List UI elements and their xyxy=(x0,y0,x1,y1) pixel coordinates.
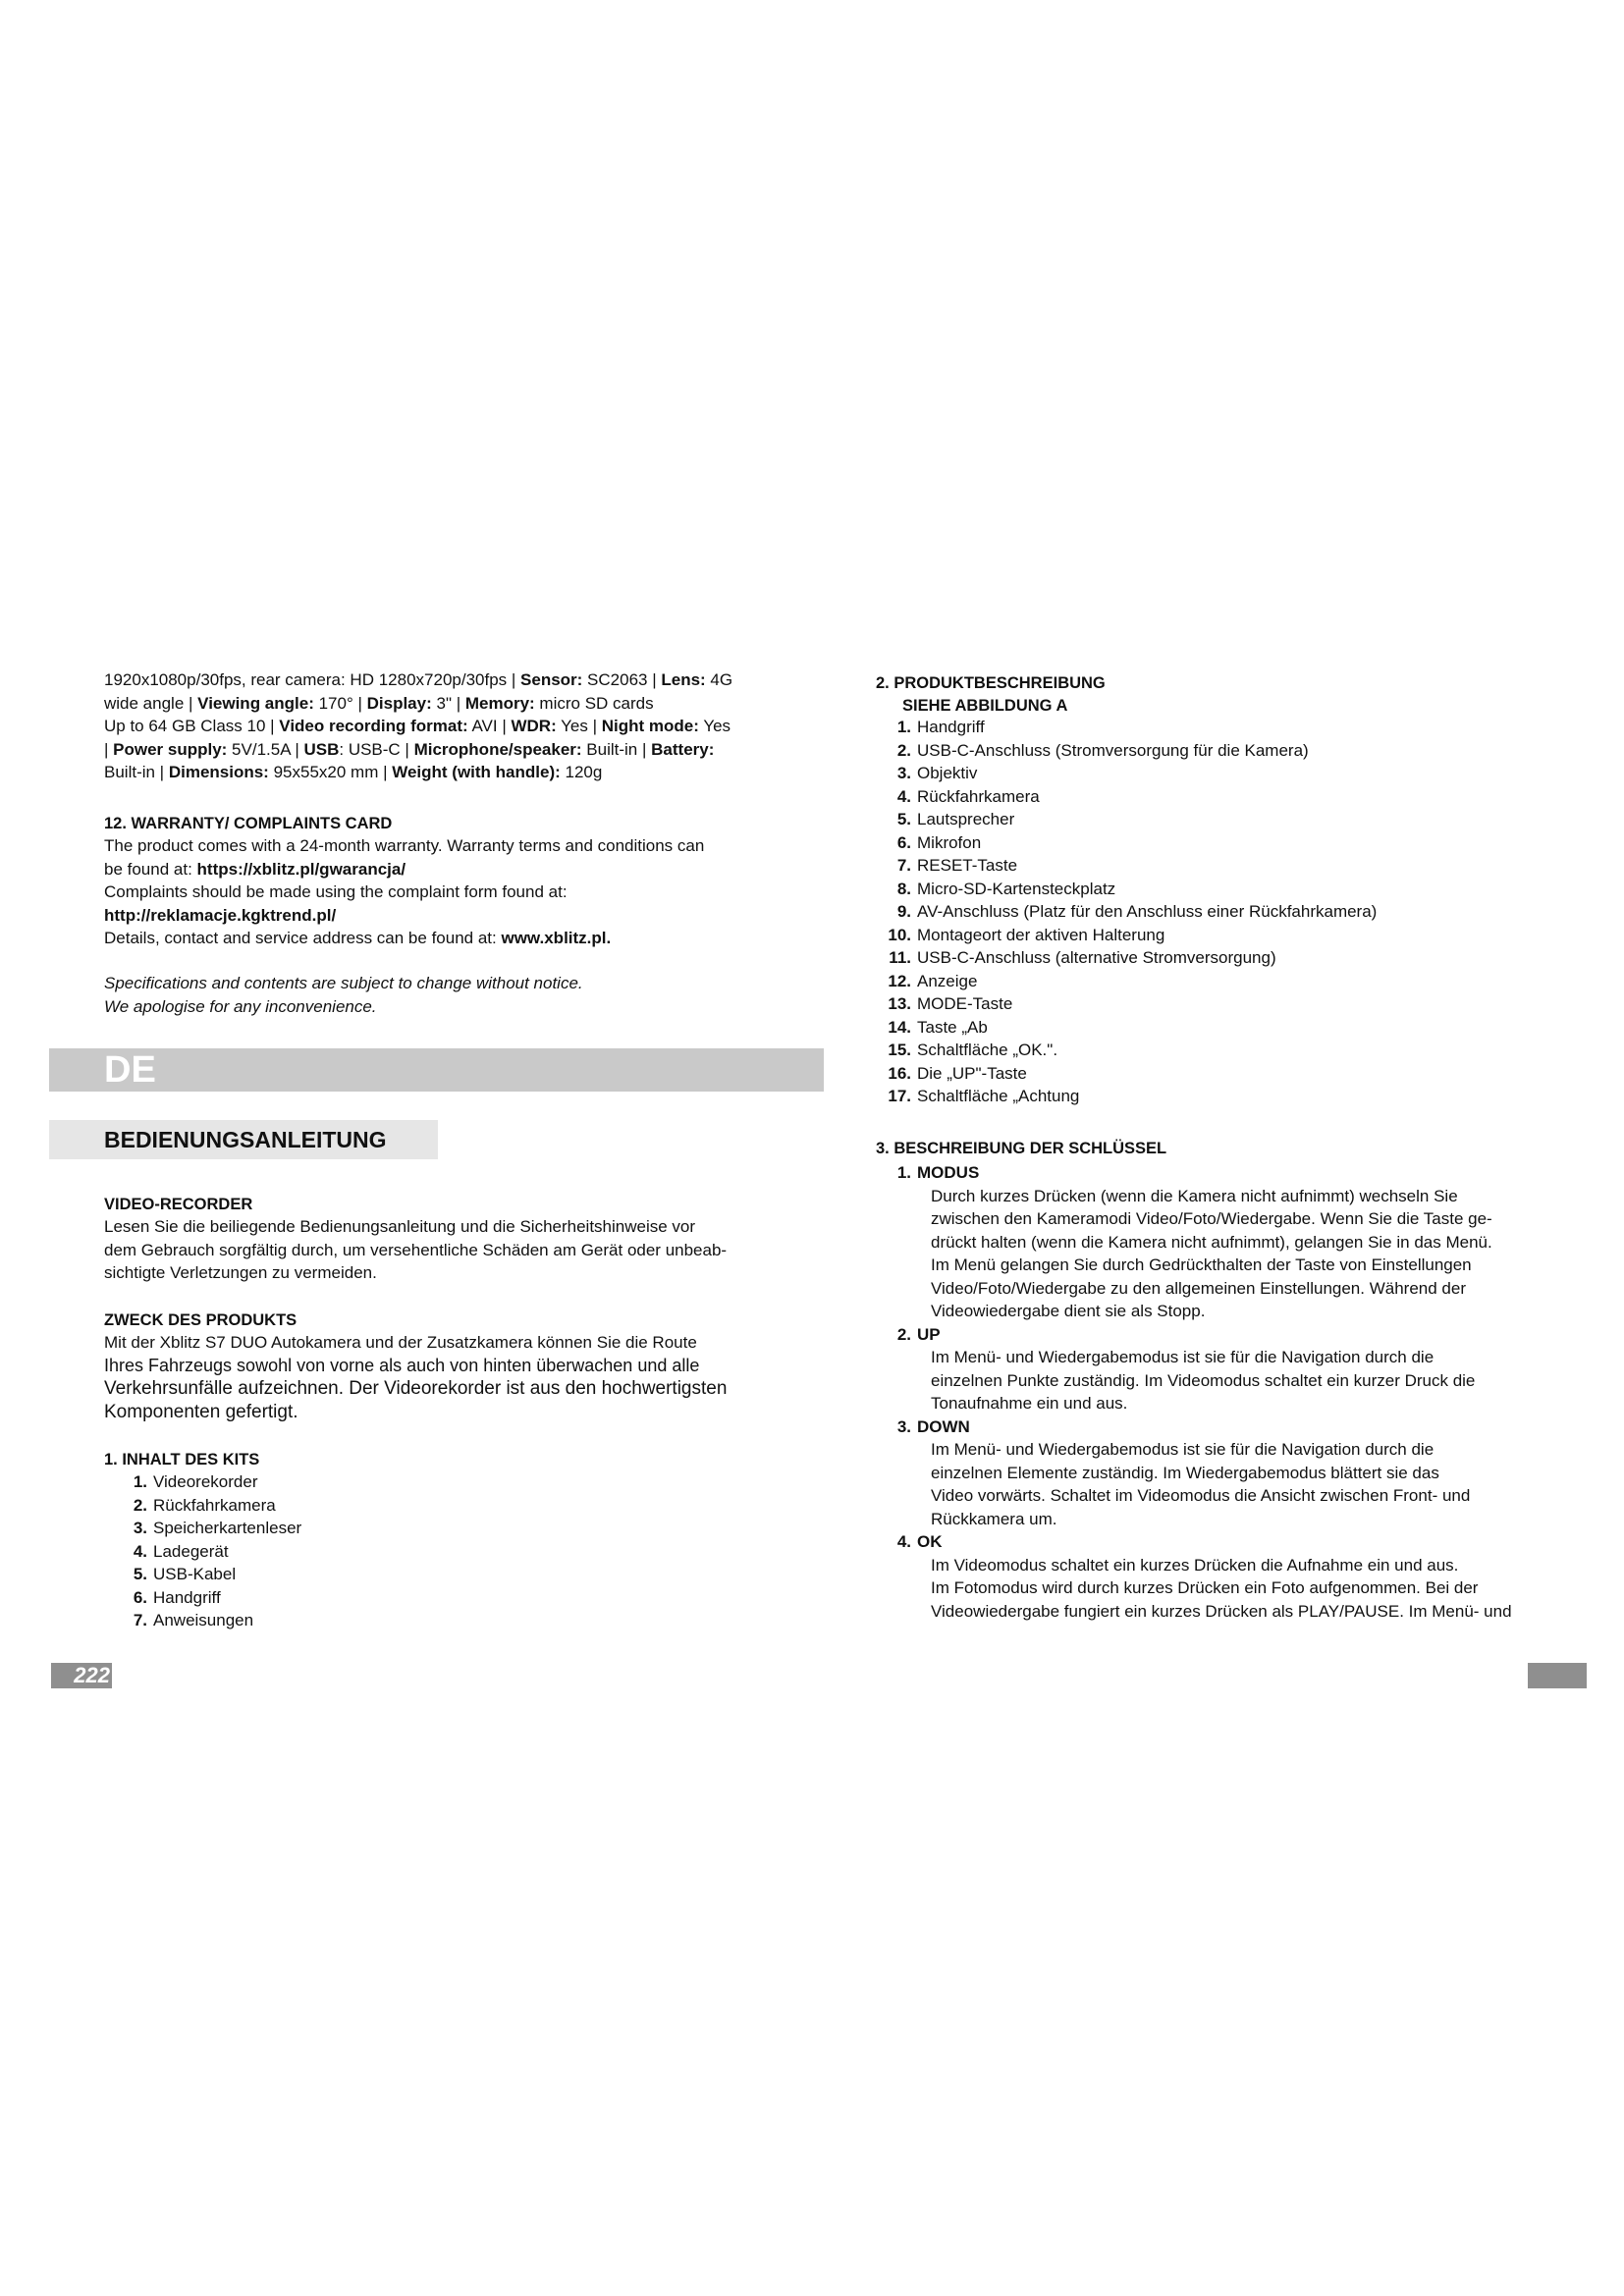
key-description-line: Tonaufnahme ein und aus. xyxy=(931,1394,1128,1413)
item-number: 5. xyxy=(133,1565,147,1583)
key-name: OK xyxy=(917,1532,943,1551)
key-description-line: Durch kurzes Drücken (wenn die Kamera nicht aufnimmt) wechseln Sie xyxy=(931,1186,1458,1205)
item-label: RESET-Taste xyxy=(917,856,1018,875)
description-item xyxy=(886,785,1377,809)
text-line: Mit der Xblitz S7 DUO Autokamera und der Zusatzkamera können Sie die Route xyxy=(104,1333,697,1352)
text: 95x55x20 mm | xyxy=(268,763,393,781)
item-number: 1. xyxy=(896,718,911,736)
page-number: 222 xyxy=(74,1663,110,1687)
bold-text: Lens: xyxy=(661,670,706,689)
item-number: 4. xyxy=(133,1541,147,1561)
key-description-line: Im Menü gelangen Sie durch Gedrückthalten der Taste von Einstellungen xyxy=(931,1255,1472,1274)
item-label: Taste „Ab xyxy=(917,1017,988,1037)
spec-line xyxy=(104,668,732,692)
text-line: sichtigte Verletzungen zu vermeiden. xyxy=(104,1263,377,1282)
item-number: 1. xyxy=(896,1163,911,1182)
product-description-heading: 2. PRODUKTBESCHREIBUNG xyxy=(876,674,1106,692)
description-item xyxy=(886,1085,1377,1108)
item-number: 7. xyxy=(896,856,911,875)
item-label: Objektiv xyxy=(917,764,978,782)
key-description-line: Video vorwärts. Schaltet im Videomodus die Ansicht zwischen Front- und xyxy=(931,1486,1471,1505)
bold-text: www.xblitz.pl. xyxy=(501,929,612,947)
page-number-box xyxy=(51,1663,112,1688)
text: Yes | xyxy=(556,717,602,735)
description-item xyxy=(886,900,1377,924)
text: Yes xyxy=(698,717,731,735)
warranty-line xyxy=(104,834,704,858)
item-label: Montageort der aktiven Halterung xyxy=(917,925,1165,944)
item-number: 2. xyxy=(896,1324,911,1344)
warranty-paragraph xyxy=(104,834,704,950)
key-description-line: Rückkamera um. xyxy=(931,1509,1057,1528)
language-banner xyxy=(49,1048,824,1092)
key-description-line: zwischen den Kameramodi Video/Foto/Wiedergabe. Wenn Sie die Taste ge- xyxy=(931,1209,1492,1228)
warranty-line xyxy=(104,904,704,928)
description-item xyxy=(886,878,1377,901)
item-number: 2. xyxy=(896,740,911,760)
item-label: Lautsprecher xyxy=(917,810,1015,828)
item-number: 4. xyxy=(896,786,911,806)
bold-text: http://reklamacje.kgktrend.pl/ xyxy=(104,905,337,925)
text: 170° | xyxy=(313,693,367,713)
item-label: Micro-SD-Kartensteckplatz xyxy=(917,879,1116,898)
text-line: dem Gebrauch sorgfältig durch, um versehentliche Schäden am Gerät oder unbeab- xyxy=(104,1240,728,1259)
description-item xyxy=(886,716,1377,739)
item-label: Die „UP"-Taste xyxy=(917,1063,1027,1083)
text: Complaints should be made using the complaint form found at: xyxy=(104,882,568,901)
manual-title: BEDIENUNGSANLEITUNG xyxy=(104,1127,387,1152)
key-description-line: Im Menü- und Wiedergabemodus ist sie für die Navigation durch die xyxy=(931,1348,1435,1366)
kit-item xyxy=(122,1494,301,1518)
key-description-line: einzelnen Elemente zuständig. Im Wiedergabemodus blättert sie das xyxy=(931,1463,1439,1482)
description-item xyxy=(886,1039,1377,1062)
item-label: Handgriff xyxy=(917,718,985,736)
item-label: USB-C-Anschluss (alternative Stromversorgung) xyxy=(917,948,1276,967)
product-description-subheading: SIEHE ABBILDUNG A xyxy=(902,697,1068,715)
item-number: 13. xyxy=(888,994,911,1013)
item-label: Schaltfläche „Achtung xyxy=(917,1087,1080,1105)
kit-item xyxy=(122,1586,301,1610)
kit-item xyxy=(122,1470,301,1494)
kit-item xyxy=(122,1540,301,1564)
purpose-text xyxy=(104,1331,727,1423)
bold-text: Memory: xyxy=(464,693,535,713)
item-number: 2. xyxy=(133,1495,147,1515)
key-name: DOWN xyxy=(917,1416,970,1436)
spec-line xyxy=(104,761,732,784)
item-number: 14. xyxy=(888,1017,911,1037)
bold-text: Sensor: xyxy=(520,670,583,689)
text: be found at: xyxy=(104,859,197,879)
key-title xyxy=(886,1530,1512,1554)
specs-paragraph xyxy=(104,668,732,784)
item-number: 16. xyxy=(888,1063,911,1083)
text: Details, contact and service address can be found at: xyxy=(104,929,502,947)
item-number: 4. xyxy=(896,1532,911,1551)
item-label: MODE-Taste xyxy=(917,994,1013,1013)
key-description-line: Im Videomodus schaltet ein kurzes Drücken die Aufnahme ein und aus. xyxy=(931,1555,1459,1575)
item-number: 6. xyxy=(133,1587,147,1607)
disclaimer-line: We apologise for any inconvenience. xyxy=(104,996,377,1016)
key-description-line: drückt halten (wenn die Kamera nicht aufnimmt), gelangen Sie in das Menü. xyxy=(931,1232,1492,1252)
description-item xyxy=(886,924,1377,947)
item-label: AV-Anschluss (Platz für den Anschluss einer Rückfahrkamera) xyxy=(917,902,1378,921)
spec-line xyxy=(104,715,732,738)
item-label: Anzeige xyxy=(917,971,978,990)
key-description-line: Im Menü- und Wiedergabemodus ist sie für die Navigation durch die xyxy=(931,1440,1435,1459)
right-page-tab xyxy=(1528,1663,1587,1688)
item-label: Mikrofon xyxy=(917,832,982,852)
disclaimer-line: Specifications and contents are subject to change without notice. xyxy=(104,974,583,992)
item-label: USB-C-Anschluss (Stromversorgung für die Kamera) xyxy=(917,740,1309,760)
item-number: 15. xyxy=(888,1041,911,1059)
item-number: 8. xyxy=(896,879,911,898)
video-recorder-text xyxy=(104,1215,727,1285)
item-label: Speicherkartenleser xyxy=(153,1519,302,1537)
key-title xyxy=(886,1161,1512,1185)
bold-text: USB xyxy=(303,739,340,759)
item-number: 7. xyxy=(133,1611,147,1629)
item-label: USB-Kabel xyxy=(153,1565,237,1583)
item-number: 5. xyxy=(896,810,911,828)
warranty-line xyxy=(104,927,704,950)
text: micro SD cards xyxy=(534,693,654,713)
text: Built-in | xyxy=(581,739,652,759)
item-number: 9. xyxy=(896,902,911,921)
purpose-heading: ZWECK DES PRODUKTS xyxy=(104,1311,298,1329)
spec-line xyxy=(104,692,732,716)
product-description-list xyxy=(886,716,1377,1108)
item-number: 1. xyxy=(133,1472,147,1491)
description-item xyxy=(886,739,1377,763)
text: | xyxy=(104,739,114,759)
item-label: Ladegerät xyxy=(153,1541,229,1561)
kit-item xyxy=(122,1609,301,1632)
text: 5V/1.5A | xyxy=(227,739,304,759)
item-number: 3. xyxy=(133,1519,147,1537)
description-item xyxy=(886,992,1377,1016)
key-description-line: Video/Foto/Wiedergabe zu den allgemeinen Einstellungen. Während der xyxy=(931,1278,1466,1298)
text: Up to 64 GB Class 10 | xyxy=(104,717,280,735)
key-title xyxy=(886,1415,1512,1439)
spec-line xyxy=(104,738,732,762)
item-number: 12. xyxy=(888,971,911,990)
manual-title-banner xyxy=(49,1120,438,1159)
item-label: Schaltfläche „OK.". xyxy=(917,1041,1058,1059)
bold-text: Viewing angle: xyxy=(197,693,314,713)
bold-text: Night mode: xyxy=(601,717,699,735)
item-number: 11. xyxy=(889,948,911,967)
bold-text: Video recording format: xyxy=(279,717,468,735)
key-description-line: Videowiedergabe fungiert ein kurzes Drücken als PLAY/PAUSE. Im Menü- und xyxy=(931,1601,1512,1621)
text-line: Verkehrsunfälle aufzeichnen. Der Videorekorder ist aus den hochwertigsten xyxy=(104,1378,728,1399)
bold-text: Dimensions: xyxy=(168,763,269,781)
text: : USB-C | xyxy=(339,739,414,759)
description-item xyxy=(886,762,1377,785)
key-description-line: Videowiedergabe dient sie als Stopp. xyxy=(931,1302,1206,1320)
text: Built-in | xyxy=(104,763,169,781)
text: SC2063 | xyxy=(582,670,662,689)
item-label: Anweisungen xyxy=(153,1611,254,1629)
item-number: 6. xyxy=(896,832,911,852)
key-name: MODUS xyxy=(917,1163,980,1182)
description-item xyxy=(886,1016,1377,1040)
text-line: Ihres Fahrzeugs sowohl von vorne als auch von hinten überwachen und alle xyxy=(104,1355,700,1375)
language-code: DE xyxy=(104,1049,156,1091)
description-item xyxy=(886,946,1377,970)
key-title xyxy=(886,1323,1512,1347)
text: 120g xyxy=(560,763,603,781)
keys-heading: 3. BESCHREIBUNG DER SCHLÜSSEL xyxy=(876,1140,1167,1157)
bold-text: Power supply: xyxy=(113,739,228,759)
kit-item xyxy=(122,1517,301,1540)
bold-text: WDR: xyxy=(511,717,557,735)
item-number: 3. xyxy=(896,764,911,782)
text-line: Lesen Sie die beiliegende Bedienungsanleitung und die Sicherheitshinweise vor xyxy=(104,1217,696,1236)
kit-item xyxy=(122,1563,301,1586)
text: 3" | xyxy=(431,693,465,713)
item-label: Handgriff xyxy=(153,1587,221,1607)
description-item xyxy=(886,831,1377,855)
item-label: Rückfahrkamera xyxy=(917,786,1040,806)
bold-text: https://xblitz.pl/gwarancja/ xyxy=(196,859,406,879)
key-description-line: einzelnen Punkte zuständig. Im Videomodus schaltet ein kurzer Druck die xyxy=(931,1370,1476,1390)
warranty-line xyxy=(104,858,704,881)
bold-text: Microphone/speaker: xyxy=(413,739,582,759)
bold-text: Weight (with handle): xyxy=(392,763,561,781)
bold-text: Display: xyxy=(366,693,432,713)
description-item xyxy=(886,808,1377,831)
item-label: Videorekorder xyxy=(153,1472,258,1491)
bold-text: Battery: xyxy=(651,739,715,759)
item-label: Rückfahrkamera xyxy=(153,1495,276,1515)
kit-list xyxy=(122,1470,301,1632)
warranty-line xyxy=(104,881,704,904)
item-number: 3. xyxy=(896,1416,911,1436)
kit-heading: 1. INHALT DES KITS xyxy=(104,1451,260,1468)
warranty-heading: 12. WARRANTY/ COMPLAINTS CARD xyxy=(104,815,393,832)
keys-list xyxy=(886,1161,1512,1623)
video-recorder-heading: VIDEO-RECORDER xyxy=(104,1196,253,1213)
item-number: 17. xyxy=(888,1087,911,1105)
text: 1920x1080p/30fps, rear camera: HD 1280x720p/30fps | xyxy=(104,670,521,689)
key-description-line: Im Fotomodus wird durch kurzes Drücken ein Foto aufgenommen. Bei der xyxy=(931,1578,1479,1597)
description-item xyxy=(886,970,1377,993)
text: 4G xyxy=(705,670,733,689)
description-item xyxy=(886,1062,1377,1086)
description-item xyxy=(886,854,1377,878)
item-number: 10. xyxy=(888,925,911,944)
text-line: Komponenten gefertigt. xyxy=(104,1401,298,1422)
key-name: UP xyxy=(917,1324,941,1344)
disclaimer xyxy=(104,972,583,1018)
text: AVI | xyxy=(467,717,512,735)
text: The product comes with a 24-month warranty. Warranty terms and conditions can xyxy=(104,836,705,855)
text: wide angle | xyxy=(104,693,198,713)
